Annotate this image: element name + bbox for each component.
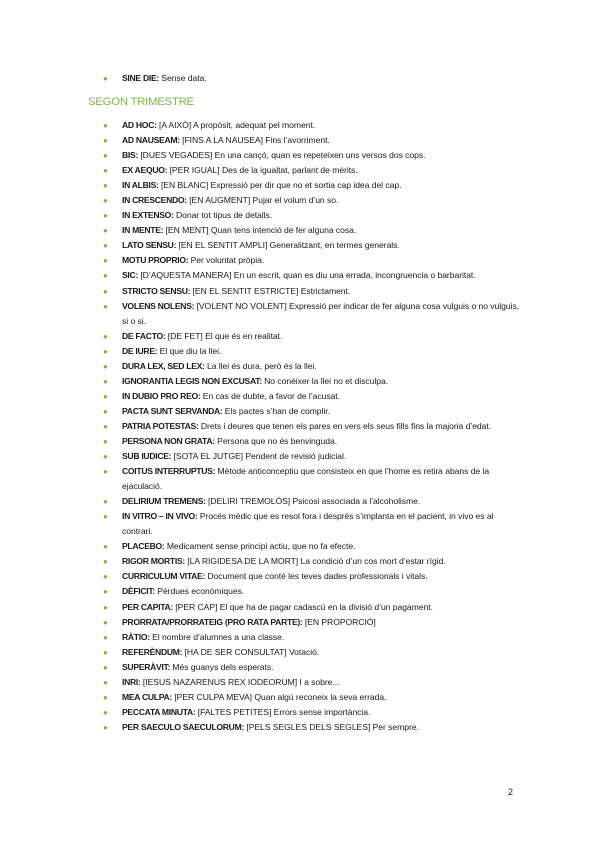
term-definition: La llei és dura, però és la llei. — [204, 360, 317, 371]
bullet-icon: ● — [103, 467, 108, 477]
term-label: IN ALBIS: — [122, 180, 159, 191]
bullet-icon: ● — [103, 121, 108, 130]
term-definition: [D’AQUESTA MANERA] En un escrit, quan es diu una errada, incongruencia o barbaritat. — [138, 270, 476, 281]
term-definition: [EN EL SENTIT AMPLI] Generalitzant, en termes generals. — [176, 240, 400, 251]
bullet-icon: ● — [103, 361, 108, 371]
term-label: IN VITRO – IN VIVO: — [122, 511, 198, 522]
term-definition: [DUES VEGADES] En una cançó, quan es repeteixen uns versos dos cops. — [138, 150, 426, 161]
bullet-icon: ● — [103, 452, 108, 462]
term-definition: Donar tot tipus de detalls. — [173, 210, 273, 221]
bullet-icon: ● — [103, 572, 108, 582]
term-label: DURA LEX, SED LEX: — [122, 360, 205, 371]
term-label: DÈFICIT: — [122, 586, 155, 597]
top-term-list — [100, 71, 520, 86]
list-item — [100, 584, 520, 599]
term-definition: [PELS SEGLES DELS SEGLES] Per sempre. — [244, 721, 419, 732]
term-label: PECCATA MINUTA: — [122, 706, 196, 717]
bullet-icon: ● — [103, 662, 108, 672]
term-definition: No conèixer la llei no et disculpa. — [261, 375, 389, 386]
term-label: AD NAUSEAM: — [122, 135, 180, 146]
list-item — [100, 630, 520, 645]
term-label: SUB IUDICE: — [122, 451, 172, 462]
list-item — [100, 645, 520, 660]
term-definition: Sense data. — [158, 73, 207, 83]
bullet-icon: ● — [103, 707, 108, 717]
term-label: IGNORANTIA LEGIS NON EXCUSAT: — [122, 375, 262, 386]
list-item — [100, 359, 520, 374]
list-item — [100, 660, 520, 675]
term-definition: Mètode anticonceptiu que consisteix en que l’home es retira abans de la ejaculació. — [122, 466, 490, 492]
term-definition: [PER IGUAL] Des de la igualtat, parlant de mèrits. — [167, 165, 358, 176]
bullet-icon: ● — [103, 632, 108, 642]
term-label: INRI: — [122, 676, 141, 687]
list-item — [100, 193, 520, 208]
term-definition: [PER CULPA MEVA] Quan algú reconeix la seva errada. — [172, 691, 387, 702]
term-label: SUPERÀVIT: — [122, 661, 171, 672]
list-item — [100, 178, 520, 193]
term-definition: Drets i deures que tenen els pares en vers els seus fills fins la majoria d’edat. — [198, 420, 492, 431]
term-definition: [EN BLANC] Expressió per dir que no et sortia cap idea del cap. — [158, 180, 402, 191]
term-definition: [FALTES PETITES] Errors sense importància. — [195, 706, 371, 717]
list-item — [100, 720, 520, 735]
term-label: DE IURE: — [122, 345, 158, 356]
list-item — [100, 71, 520, 86]
term-label: AD HOC: — [122, 120, 157, 130]
bullet-icon: ● — [103, 181, 108, 191]
list-item — [100, 329, 520, 344]
term-definition: El nombre d’alumnes a una classe. — [149, 631, 285, 642]
list-item — [100, 223, 520, 238]
bullet-icon: ● — [103, 436, 108, 446]
term-label: PER SAECULO SAECULORUM: — [122, 721, 245, 732]
term-definition: [PER CAP] El que ha de pagar cadascú en la divisió d’un pagament. — [172, 601, 433, 612]
term-definition: [DE FET] El que és en realitat. — [165, 330, 283, 341]
term-definition: [A AIXÒ] A propòsit, adequat pel moment. — [156, 120, 316, 130]
term-label: PRORRATA/PRORRATEIG (PRO RATA PARTE): — [122, 616, 303, 627]
list-item — [100, 344, 520, 359]
bullet-icon: ● — [103, 376, 108, 386]
bullet-icon: ● — [103, 301, 108, 311]
bullet-icon: ● — [103, 421, 108, 431]
bullet-icon: ● — [103, 166, 108, 176]
list-item — [100, 615, 520, 630]
term-label: SINE DIE: — [122, 73, 159, 83]
list-item — [100, 509, 520, 539]
term-definition: Els pactes s’han de complir. — [222, 405, 330, 416]
list-item — [100, 299, 520, 329]
list-item — [100, 419, 520, 434]
term-label: VOLENS NOLENS: — [122, 300, 195, 311]
term-list — [100, 118, 520, 735]
list-item — [100, 374, 520, 389]
bullet-icon: ● — [103, 617, 108, 627]
term-definition: [EN PROPORCIÓ] — [302, 616, 376, 627]
list-item — [100, 449, 520, 464]
list-item — [100, 133, 520, 148]
term-definition: Pèrdues econòmiques. — [154, 586, 245, 597]
list-item — [100, 569, 520, 584]
term-definition: [EN EL SENTIT ESTRICTE] Estrictament. — [190, 285, 351, 296]
term-label: IN EXTENSO: — [122, 210, 174, 221]
term-label: SIC: — [122, 270, 138, 281]
list-item — [100, 118, 520, 133]
bullet-icon: ● — [103, 346, 108, 356]
term-label: DE FACTO: — [122, 330, 166, 341]
bullet-icon: ● — [103, 542, 108, 552]
bullet-icon: ● — [103, 692, 108, 702]
bullet-icon: ● — [103, 602, 108, 612]
list-item — [100, 554, 520, 569]
list-item — [100, 389, 520, 404]
list-item — [100, 148, 520, 163]
bullet-icon: ● — [103, 677, 108, 687]
term-definition: [HA DE SER CONSULTAT] Votació. — [182, 646, 320, 657]
term-label: PLACEBO: — [122, 541, 165, 552]
term-definition: El que diu la llei. — [157, 345, 222, 356]
bullet-icon: ● — [103, 256, 108, 266]
term-definition: [EN MENT] Quan tens intenció de fer alguna cosa. — [163, 225, 357, 236]
term-definition: Més guanys dels esperats. — [170, 661, 274, 672]
term-label: PER CAPITA: — [122, 601, 173, 612]
bullet-icon: ● — [103, 512, 108, 522]
list-item — [100, 253, 520, 268]
section-heading: SEGON TRIMESTRE — [88, 96, 195, 108]
bullet-icon: ● — [103, 271, 108, 281]
term-definition: En cas de dubte, a favor de l’acusat. — [200, 390, 340, 401]
term-definition: [IESUS NAZARENUS REX IODEORUM] I a sobre... — [140, 676, 340, 687]
page-number: 2 — [508, 787, 514, 797]
list-item — [100, 163, 520, 178]
term-label: IN CRESCENDO: — [122, 195, 187, 206]
term-definition: [DELIRI TREMOLÓS] Psicosi associada a l’alcoholisme. — [205, 496, 421, 507]
term-label: PACTA SUNT SERVANDA: — [122, 405, 223, 416]
bullet-icon: ● — [103, 497, 108, 507]
bullet-icon: ● — [103, 151, 108, 161]
term-label: STRICTO SENSU: — [122, 285, 191, 296]
term-label: MOTU PROPRIO: — [122, 255, 189, 266]
list-item — [100, 705, 520, 720]
term-label: PATRIA POTESTAS: — [122, 420, 199, 431]
term-definition: Per voluntat pròpia. — [188, 255, 265, 266]
term-definition: [EN AUGMENT] Pujar el volum d’un so. — [186, 195, 339, 206]
list-item — [100, 675, 520, 690]
list-item — [100, 404, 520, 419]
term-definition: Persona que no és benvinguda. — [214, 435, 338, 446]
bullet-icon: ● — [103, 647, 108, 657]
list-item — [100, 494, 520, 509]
term-definition: [LA RIGIDESA DE LA MORT] La condició d’un cos mort d’estar rígid. — [184, 556, 446, 567]
bullet-icon: ● — [103, 226, 108, 236]
list-item — [100, 238, 520, 253]
list-item — [100, 434, 520, 449]
term-label: REFERÈNDUM: — [122, 646, 183, 657]
term-label: CURRICULUM VITAE: — [122, 571, 206, 582]
bullet-icon: ● — [103, 286, 108, 296]
term-label: LATO SENSU: — [122, 240, 177, 251]
term-definition: Procés mèdic que es resol fora i després s’implanta en el pacient, in vivo es al contrari. — [122, 511, 494, 537]
term-label: RÀTIO: — [122, 631, 150, 642]
term-definition: [VOLENT NO VOLENT] Expressió per indicar de fer alguna cosa vulguis o no vulguis, si o si. — [122, 300, 520, 326]
bullet-icon: ● — [103, 722, 108, 732]
list-item — [100, 600, 520, 615]
list-item — [100, 208, 520, 223]
term-definition: Document que conté les teves dades professionals i vitals. — [205, 571, 428, 582]
term-label: IN DUBIO PRO REO: — [122, 390, 201, 401]
term-label: PERSONA NON GRATA: — [122, 435, 215, 446]
term-definition: [FINS A LA NAUSEA] Fins l’avorriment. — [179, 135, 330, 146]
term-definition: Medicament sense principi actiu, que no fa efecte. — [164, 541, 356, 552]
bullet-icon: ● — [103, 196, 108, 206]
bullet-icon: ● — [103, 136, 108, 146]
term-label: MEA CULPA: — [122, 691, 172, 702]
list-item — [100, 539, 520, 554]
term-label: BIS: — [122, 150, 138, 161]
list-item — [100, 284, 520, 299]
list-item — [100, 268, 520, 283]
term-label: IN MENTE: — [122, 225, 164, 236]
term-label: EX AEQUO: — [122, 165, 168, 176]
term-definition: [SOTA EL JUTGE] Pendent de revisió judicial. — [171, 451, 347, 462]
list-item — [100, 690, 520, 705]
bullet-icon: ● — [103, 74, 108, 83]
bullet-icon: ● — [103, 406, 108, 416]
bullet-icon: ● — [103, 587, 108, 597]
list-item — [100, 464, 520, 494]
term-label: COITUS INTERRUPTUS: — [122, 466, 216, 477]
bullet-icon: ● — [103, 331, 108, 341]
bullet-icon: ● — [103, 391, 108, 401]
bullet-icon: ● — [103, 557, 108, 567]
bullet-icon: ● — [103, 211, 108, 221]
bullet-icon: ● — [103, 241, 108, 251]
term-label: RIGOR MORTIS: — [122, 556, 185, 567]
term-label: DELIRIUM TREMENS: — [122, 496, 206, 507]
